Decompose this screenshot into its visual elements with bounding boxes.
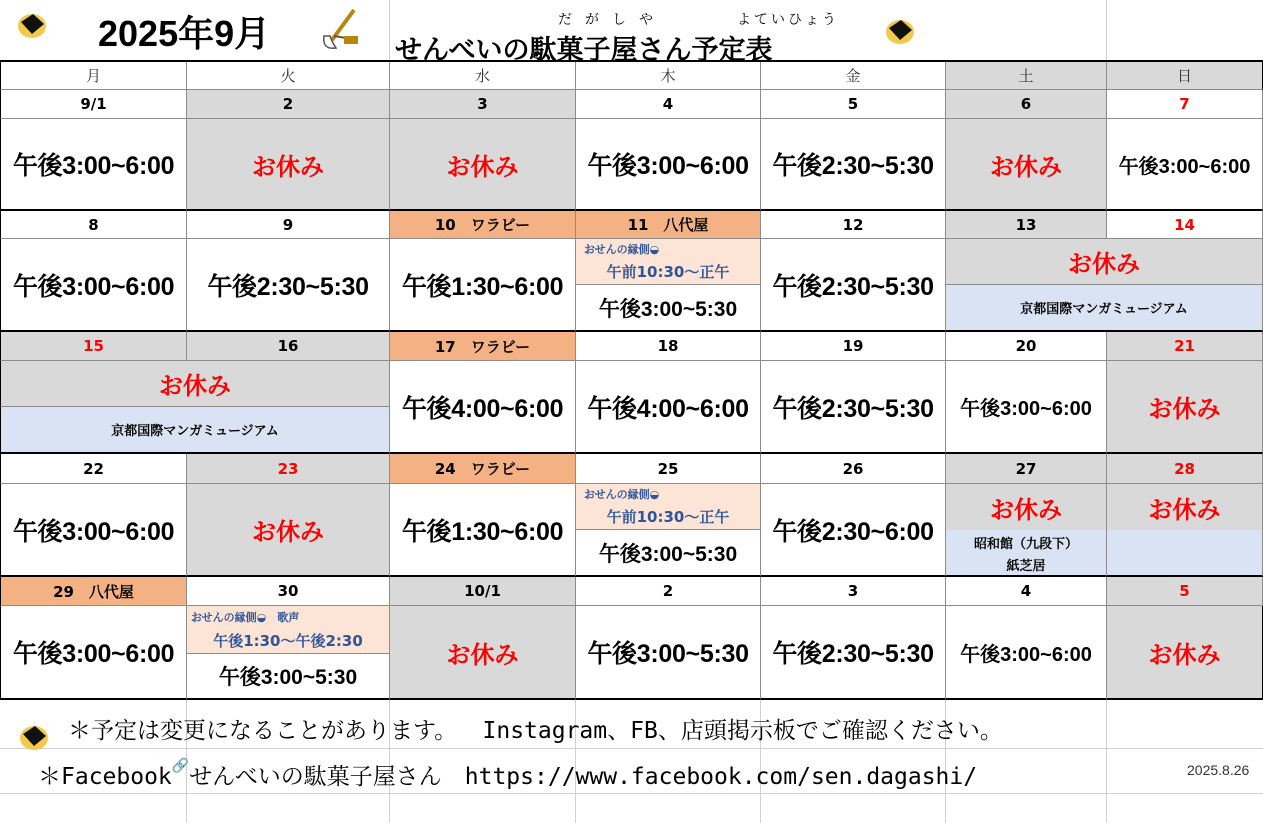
date-cell: 16 (187, 332, 390, 361)
ruby-yoteihyou: よていひょう (737, 12, 839, 28)
date-cell: 8 (0, 211, 187, 239)
date-cell: 17 ワラビー (390, 332, 576, 361)
date-cell: 2 (187, 90, 390, 119)
date-cell: 5 (761, 90, 946, 119)
hours-cell: 午後4:00~6:00 (390, 361, 576, 454)
dow-sun: 日 (1107, 62, 1263, 90)
closed-cell: お休み (1107, 361, 1263, 454)
dow-thu: 木 (576, 62, 761, 90)
date-cell: 27 (946, 454, 1107, 484)
closed-cell: お休み (1107, 484, 1263, 530)
senbei-icon (884, 16, 916, 46)
event-note: 京都国際マンガミュージアム (946, 285, 1263, 332)
event-note (1107, 530, 1263, 577)
date-cell: 26 (761, 454, 946, 484)
event-note: 昭和館（九段下） (946, 530, 1107, 554)
closed-cell: お休み (187, 119, 390, 211)
hours-cell: 午後3:00~6:00 (0, 119, 187, 211)
hours-cell: 午後3:00~6:00 (576, 119, 761, 211)
date-cell: 18 (576, 332, 761, 361)
shamisen-icon (318, 6, 364, 54)
date-cell: 20 (946, 332, 1107, 361)
footer-notice: ＊予定は変更になることがあります。 Instagram、FB、店頭掲示板でご確認ください。 (68, 718, 1003, 744)
closed-cell: お休み (0, 361, 390, 407)
facebook-label: ＊Facebook (38, 764, 172, 790)
engawa-time: 午後1:30～午後2:30 (187, 628, 390, 654)
engawa-time: 午前10:30～正午 (576, 504, 761, 530)
event-note: 京都国際マンガミュージアム (0, 407, 390, 454)
date-cell: 3 (761, 577, 946, 606)
date-cell: 22 (0, 454, 187, 484)
facebook-url[interactable]: せんべいの駄菓子屋さん https://www.facebook.com/sen.dagashi/ (189, 764, 978, 790)
date-cell: 19 (761, 332, 946, 361)
hours-cell: 午後2:30~5:30 (187, 239, 390, 332)
date-cell: 24 ワラビー (390, 454, 576, 484)
hours-cell: 午後3:00~6:00 (0, 484, 187, 577)
hours-cell: 午後2:30~5:30 (761, 119, 946, 211)
date-cell: 21 (1107, 332, 1263, 361)
closed-cell: お休み (946, 119, 1107, 211)
date-cell: 30 (187, 577, 390, 606)
closed-cell: お休み (946, 239, 1263, 285)
engawa-label: おせんの縁側◒ 歌声 (187, 606, 390, 628)
engawa-time: 午前10:30～正午 (576, 259, 761, 285)
date-cell: 11 八代屋 (576, 211, 761, 239)
dow-fri: 金 (761, 62, 946, 90)
date-cell: 4 (576, 90, 761, 119)
closed-cell: お休み (390, 606, 576, 700)
date-cell: 13 (946, 211, 1107, 239)
hours-cell: 午後1:30~6:00 (390, 484, 576, 577)
date-cell: 7 (1107, 90, 1263, 119)
hours-cell: 午後3:00~5:30 (576, 606, 761, 700)
date-cell: 3 (390, 90, 576, 119)
dow-mon: 月 (0, 62, 187, 90)
date-cell: 14 (1107, 211, 1263, 239)
dow-sat: 土 (946, 62, 1107, 90)
hours-cell: 午後3:00~5:30 (187, 654, 390, 700)
date-cell: 5 (1107, 577, 1263, 606)
updated-date: 2025.8.26 (1187, 762, 1250, 778)
closed-cell: お休み (390, 119, 576, 211)
hours-cell: 午後2:30~6:00 (761, 484, 946, 577)
date-cell: 4 (946, 577, 1107, 606)
senbei-icon (16, 10, 48, 40)
hours-cell: 午後1:30~6:00 (390, 239, 576, 332)
page-month: 2025年9月 (98, 13, 271, 54)
date-cell: 6 (946, 90, 1107, 119)
engawa-label: おせんの縁側◒ (576, 239, 761, 259)
link-icon: 🔗 (171, 758, 190, 774)
closed-cell: お休み (1107, 606, 1263, 700)
dow-wed: 水 (390, 62, 576, 90)
closed-cell: お休み (946, 484, 1107, 530)
date-cell: 10/1 (390, 577, 576, 606)
engawa-label: おせんの縁側◒ (576, 484, 761, 504)
date-cell: 23 (187, 454, 390, 484)
date-cell: 15 (0, 332, 187, 361)
event-note: 紙芝居 (946, 554, 1107, 577)
hours-cell: 午後3:00~5:30 (576, 285, 761, 332)
date-cell: 2 (576, 577, 761, 606)
date-cell: 10 ワラビー (390, 211, 576, 239)
hours-cell: 午後3:00~6:00 (946, 361, 1107, 454)
hours-cell: 午後3:00~6:00 (0, 606, 187, 700)
dow-tue: 火 (187, 62, 390, 90)
date-cell: 29 八代屋 (0, 577, 187, 606)
date-cell: 12 (761, 211, 946, 239)
hours-cell: 午後3:00~6:00 (946, 606, 1107, 700)
closed-cell: お休み (187, 484, 390, 577)
hours-cell: 午後2:30~5:30 (761, 606, 946, 700)
hours-cell: 午後4:00~6:00 (576, 361, 761, 454)
footer-facebook (38, 758, 977, 791)
hours-cell: 午後3:00~6:00 (0, 239, 187, 332)
hours-cell: 午後2:30~5:30 (761, 361, 946, 454)
date-cell: 28 (1107, 454, 1263, 484)
page-title: せんべいの駄菓子屋さん予定表 (395, 35, 773, 66)
senbei-icon (18, 722, 50, 752)
date-cell: 9/1 (0, 90, 187, 119)
hours-cell: 午後2:30~5:30 (761, 239, 946, 332)
date-cell: 9 (187, 211, 390, 239)
hours-cell: 午後3:00~6:00 (1107, 119, 1263, 211)
hours-cell: 午後3:00~5:30 (576, 530, 761, 577)
ruby-dagashiya: だがしや (558, 12, 666, 28)
date-cell: 25 (576, 454, 761, 484)
